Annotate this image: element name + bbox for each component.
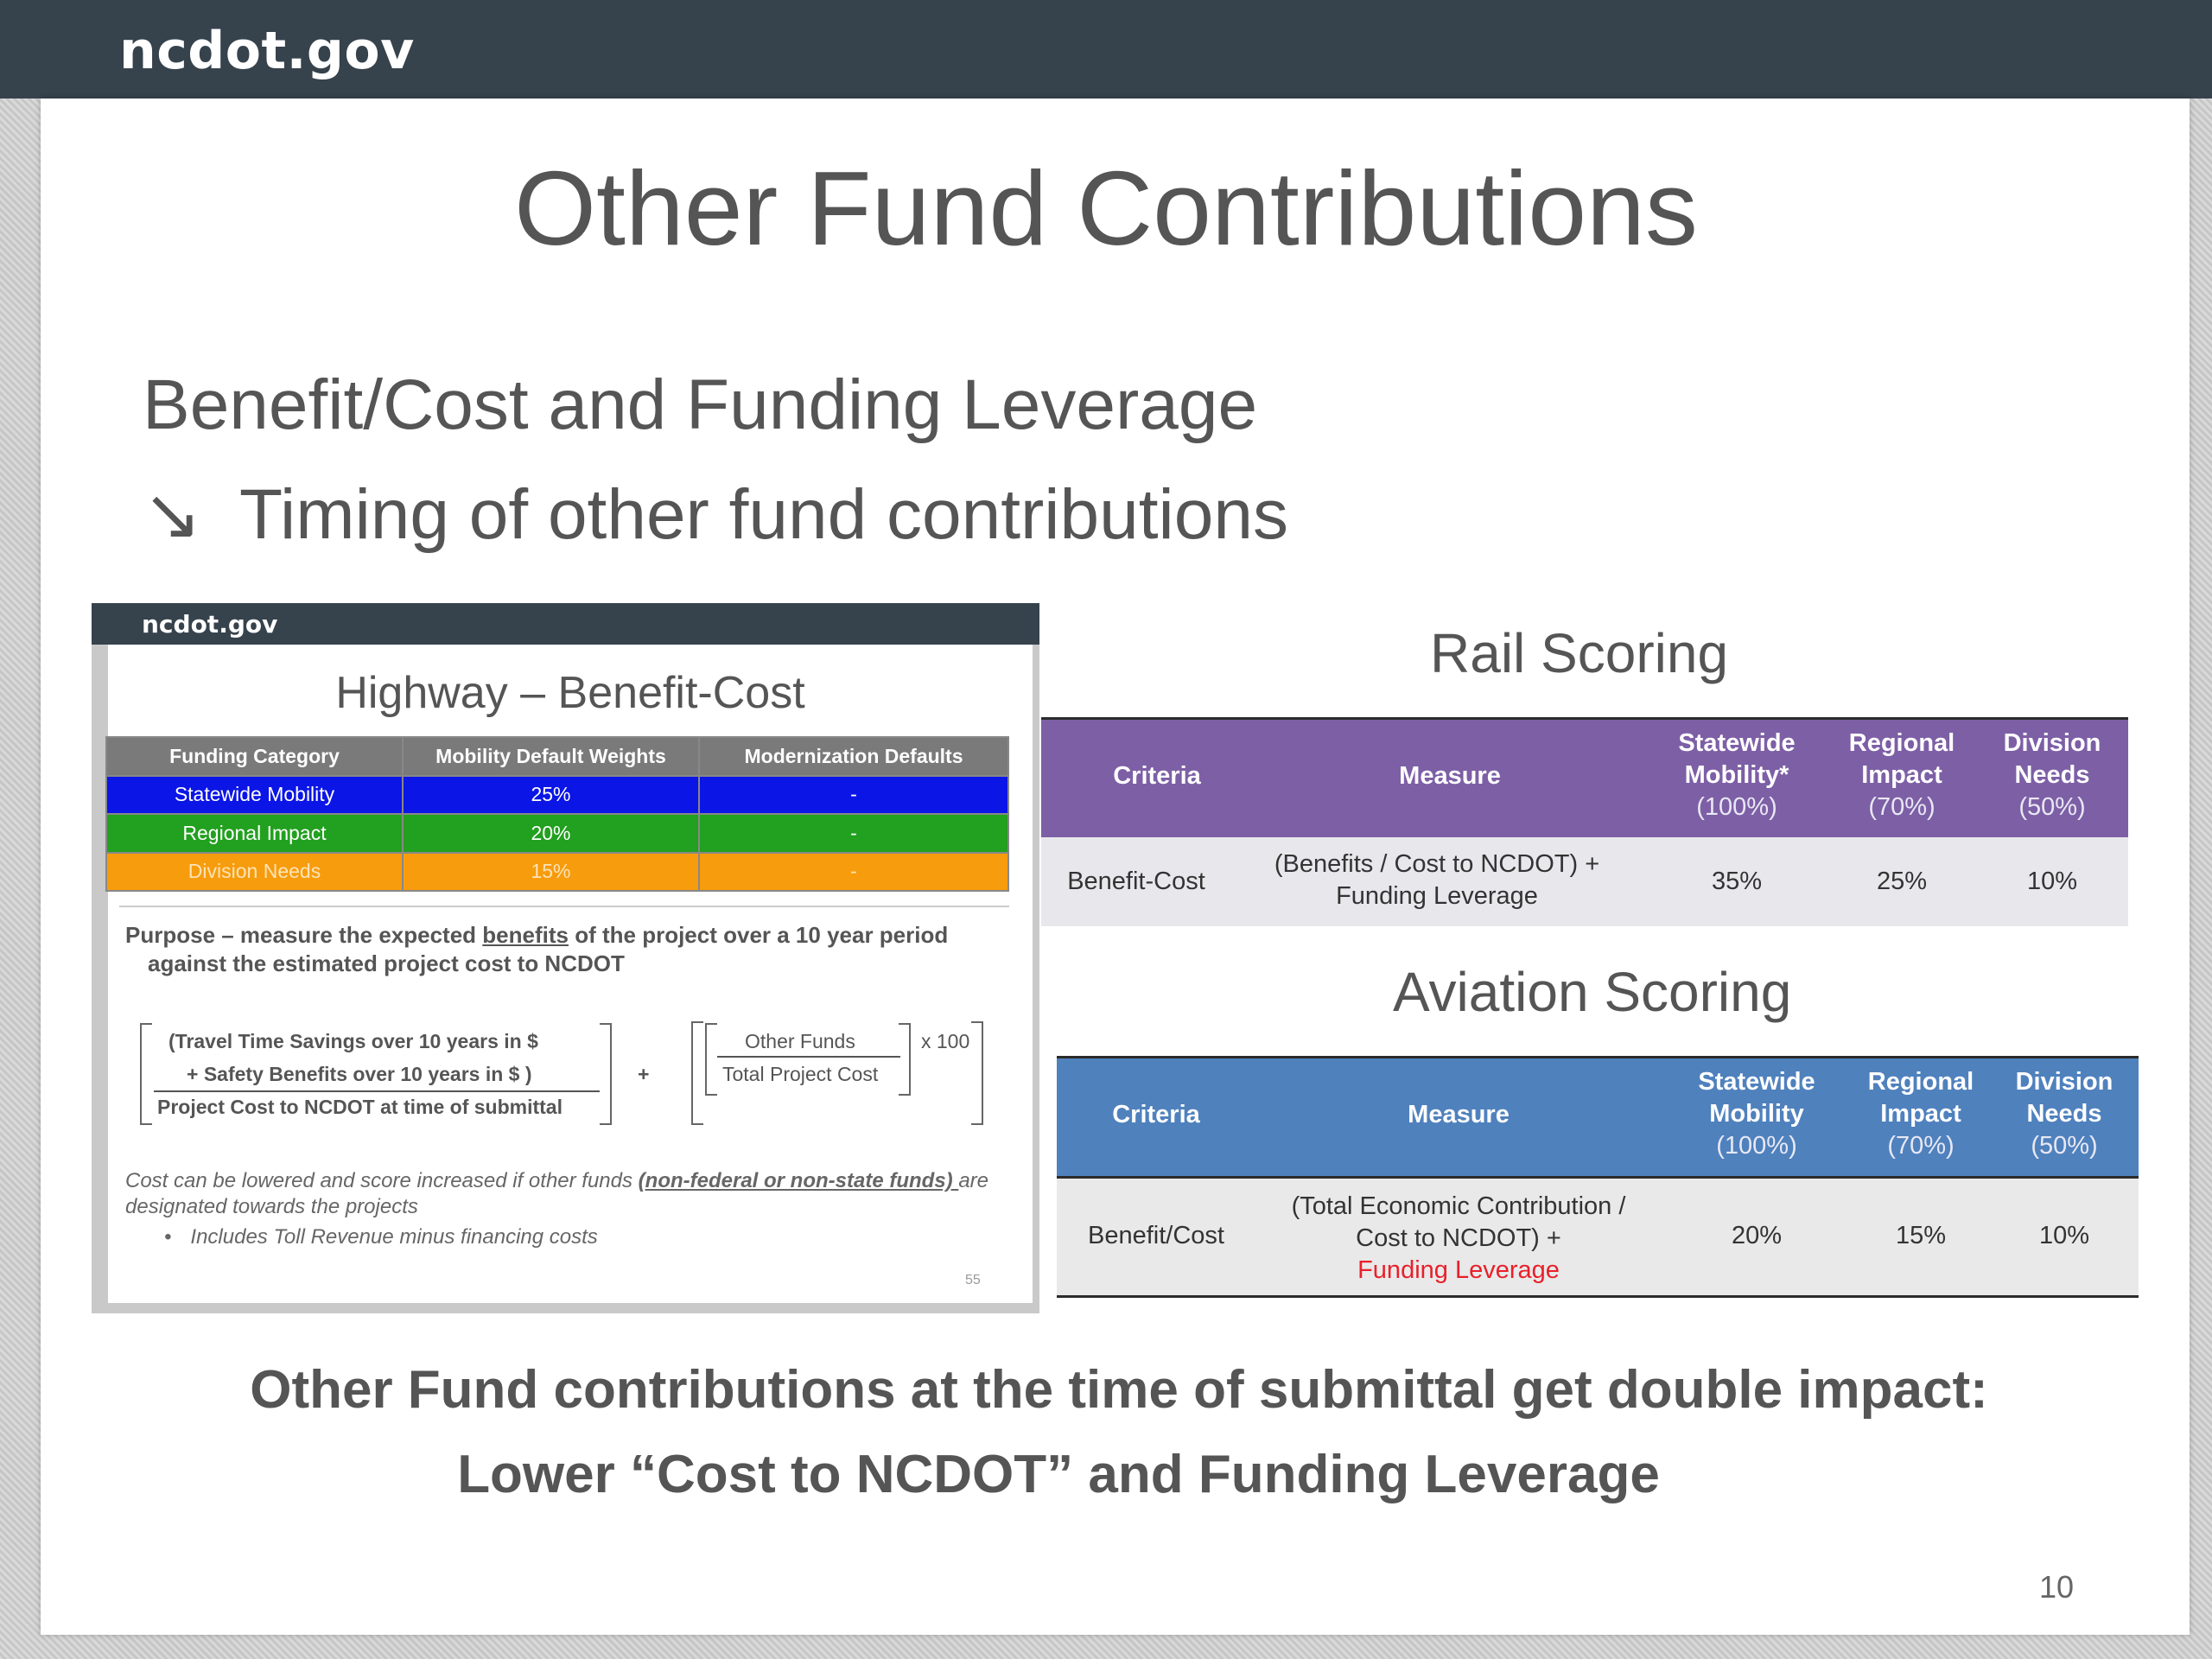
header-line: Division	[2015, 1068, 2113, 1096]
header-percent: (100%)	[1716, 1132, 1797, 1160]
table-header-row	[106, 737, 1008, 776]
top-bar	[0, 0, 2212, 99]
aviation-scoring-title: Aviation Scoring	[1393, 961, 1792, 1023]
header-percent: (50%)	[2031, 1132, 2098, 1160]
purpose-line2: against the estimated project cost to NCDOT	[148, 950, 625, 976]
formula-other-funds: Other Funds	[745, 1030, 855, 1052]
measure-highlight: Funding Leverage	[1357, 1256, 1560, 1284]
header-line: Statewide	[1678, 729, 1796, 757]
header-line: Regional	[1848, 729, 1955, 757]
formula-numerator-1: (Travel Time Savings over 10 years in $	[168, 1030, 538, 1052]
purpose-prefix: Purpose – measure the expected	[125, 922, 483, 948]
note-prefix: Cost can be lowered and score increased if other funds	[125, 1169, 639, 1192]
purpose-link-word: benefits	[482, 922, 569, 948]
formula-total-cost: Total Project Cost	[722, 1063, 879, 1085]
formula-denominator: Project Cost to NCDOT at time of submittal	[157, 1096, 563, 1118]
note-link: (non-federal or non-state funds)	[638, 1169, 959, 1192]
aviation-criteria-cell: Benefit/Cost	[1088, 1222, 1224, 1249]
rail-scoring-title: Rail Scoring	[1430, 622, 1729, 684]
thumbnail-brand: ncdot.gov	[142, 610, 278, 639]
measure-line: Cost to NCDOT) +	[1356, 1224, 1561, 1252]
table-cell: -	[699, 853, 1008, 892]
table-row	[106, 814, 1008, 853]
table-cell: -	[699, 814, 1008, 853]
table-cell: Division Needs	[106, 853, 403, 892]
header-line: Impact	[1861, 761, 1942, 789]
header-line: Mobility*	[1684, 761, 1789, 789]
fraction-line	[154, 1090, 600, 1092]
aviation-header-measure: Measure	[1408, 1101, 1510, 1128]
slide-title: Other Fund Contributions	[514, 149, 1698, 267]
table-cell: -	[699, 776, 1008, 815]
table-cell: Statewide Mobility	[106, 776, 403, 815]
header-line: Needs	[2026, 1100, 2102, 1128]
column-header: Modernization Defaults	[699, 737, 1008, 776]
aviation-measure-cell	[1255, 1191, 1662, 1287]
aviation-header-regional	[1852, 1066, 1990, 1162]
header-line: Impact	[1880, 1100, 1961, 1128]
divider	[119, 906, 1009, 907]
formula-times-100: x 100	[921, 1030, 970, 1052]
table-cell: 25%	[403, 776, 699, 815]
aviation-scoring-table	[1057, 1056, 2139, 1301]
aviation-header-criteria: Criteria	[1112, 1101, 1200, 1128]
note-bullet-text: Includes Toll Revenue minus financing costs	[190, 1225, 598, 1249]
slide-bullet	[143, 474, 1288, 556]
aviation-header-division	[1990, 1066, 2139, 1162]
highway-weights-table	[105, 736, 1009, 892]
purpose-text	[125, 921, 1015, 978]
outer-bracket-left	[691, 1021, 703, 1125]
rail-measure-cell	[1230, 849, 1644, 912]
rail-regional-cell: 25%	[1876, 868, 1928, 895]
inner-bracket-right	[899, 1023, 911, 1096]
aviation-statewide-cell: 20%	[1731, 1222, 1783, 1249]
table-cell: Regional Impact	[106, 814, 403, 853]
thumbnail-top-bar	[92, 603, 1039, 645]
measure-line: Funding Leverage	[1336, 882, 1538, 910]
inner-fraction-line	[717, 1056, 900, 1058]
column-header: Funding Category	[106, 737, 403, 776]
note-bullet-item	[164, 1225, 598, 1249]
measure-line: (Benefits / Cost to NCDOT) +	[1274, 850, 1600, 878]
slide-page-number: 10	[2039, 1569, 2075, 1605]
column-header: Mobility Default Weights	[403, 737, 699, 776]
header-percent: (70%)	[1868, 793, 1936, 821]
outer-bracket-right	[971, 1021, 983, 1125]
rail-division-cell: 10%	[2026, 868, 2078, 895]
aviation-header-statewide	[1662, 1066, 1852, 1162]
note-line2: designated towards the projects	[125, 1195, 418, 1218]
header-line: Needs	[2014, 761, 2090, 789]
slide-subtitle: Benefit/Cost and Funding Leverage	[143, 365, 1258, 444]
rail-header-criteria: Criteria	[1113, 762, 1201, 790]
inner-bracket-left	[705, 1023, 717, 1096]
rail-scoring-table	[1041, 717, 2128, 926]
formula-numerator-2: + Safety Benefits over 10 years in $ )	[187, 1063, 532, 1085]
rail-statewide-cell: 35%	[1711, 868, 1763, 895]
bracket-left	[140, 1023, 152, 1125]
rail-header-regional	[1827, 728, 1976, 823]
header-percent: (70%)	[1887, 1132, 1955, 1160]
table-cell: 20%	[403, 814, 699, 853]
header-percent: (50%)	[2018, 793, 2086, 821]
table-row	[106, 776, 1008, 815]
bullet-text: Timing of other fund contributions	[239, 475, 1288, 554]
rail-header-statewide	[1646, 728, 1827, 823]
header-line: Regional	[1867, 1068, 1974, 1096]
header-line: Statewide	[1698, 1068, 1815, 1096]
aviation-division-cell: 10%	[2038, 1222, 2090, 1249]
conclusion-line-2: Lower “Cost to NCDOT” and Funding Leverage	[457, 1445, 1660, 1504]
purpose-suffix: of the project over a 10 year period	[568, 922, 949, 948]
arrow-down-right-icon: ↘	[143, 474, 202, 556]
header-line: Division	[2003, 729, 2101, 757]
rail-header-division	[1976, 728, 2128, 823]
header-percent: (100%)	[1696, 793, 1777, 821]
aviation-regional-cell: 15%	[1895, 1222, 1947, 1249]
thumbnail-title: Highway – Benefit-Cost	[335, 668, 805, 718]
table-row	[106, 853, 1008, 892]
brand-logo-text: ncdot.gov	[119, 21, 415, 81]
rail-header-measure: Measure	[1399, 762, 1501, 790]
thumbnail-page-number: 55	[965, 1273, 981, 1287]
measure-line: (Total Economic Contribution /	[1291, 1192, 1626, 1220]
note-suffix: are	[958, 1169, 989, 1192]
rail-criteria-cell: Benefit-Cost	[1067, 868, 1205, 895]
bullet-dot: •	[164, 1225, 172, 1249]
table-cell: 15%	[403, 853, 699, 892]
formula-plus: +	[638, 1063, 650, 1085]
bracket-right	[600, 1023, 612, 1125]
cost-note	[125, 1168, 1024, 1220]
conclusion-line-1: Other Fund contributions at the time of submittal get double impact:	[250, 1360, 1988, 1420]
header-line: Mobility	[1709, 1100, 1804, 1128]
